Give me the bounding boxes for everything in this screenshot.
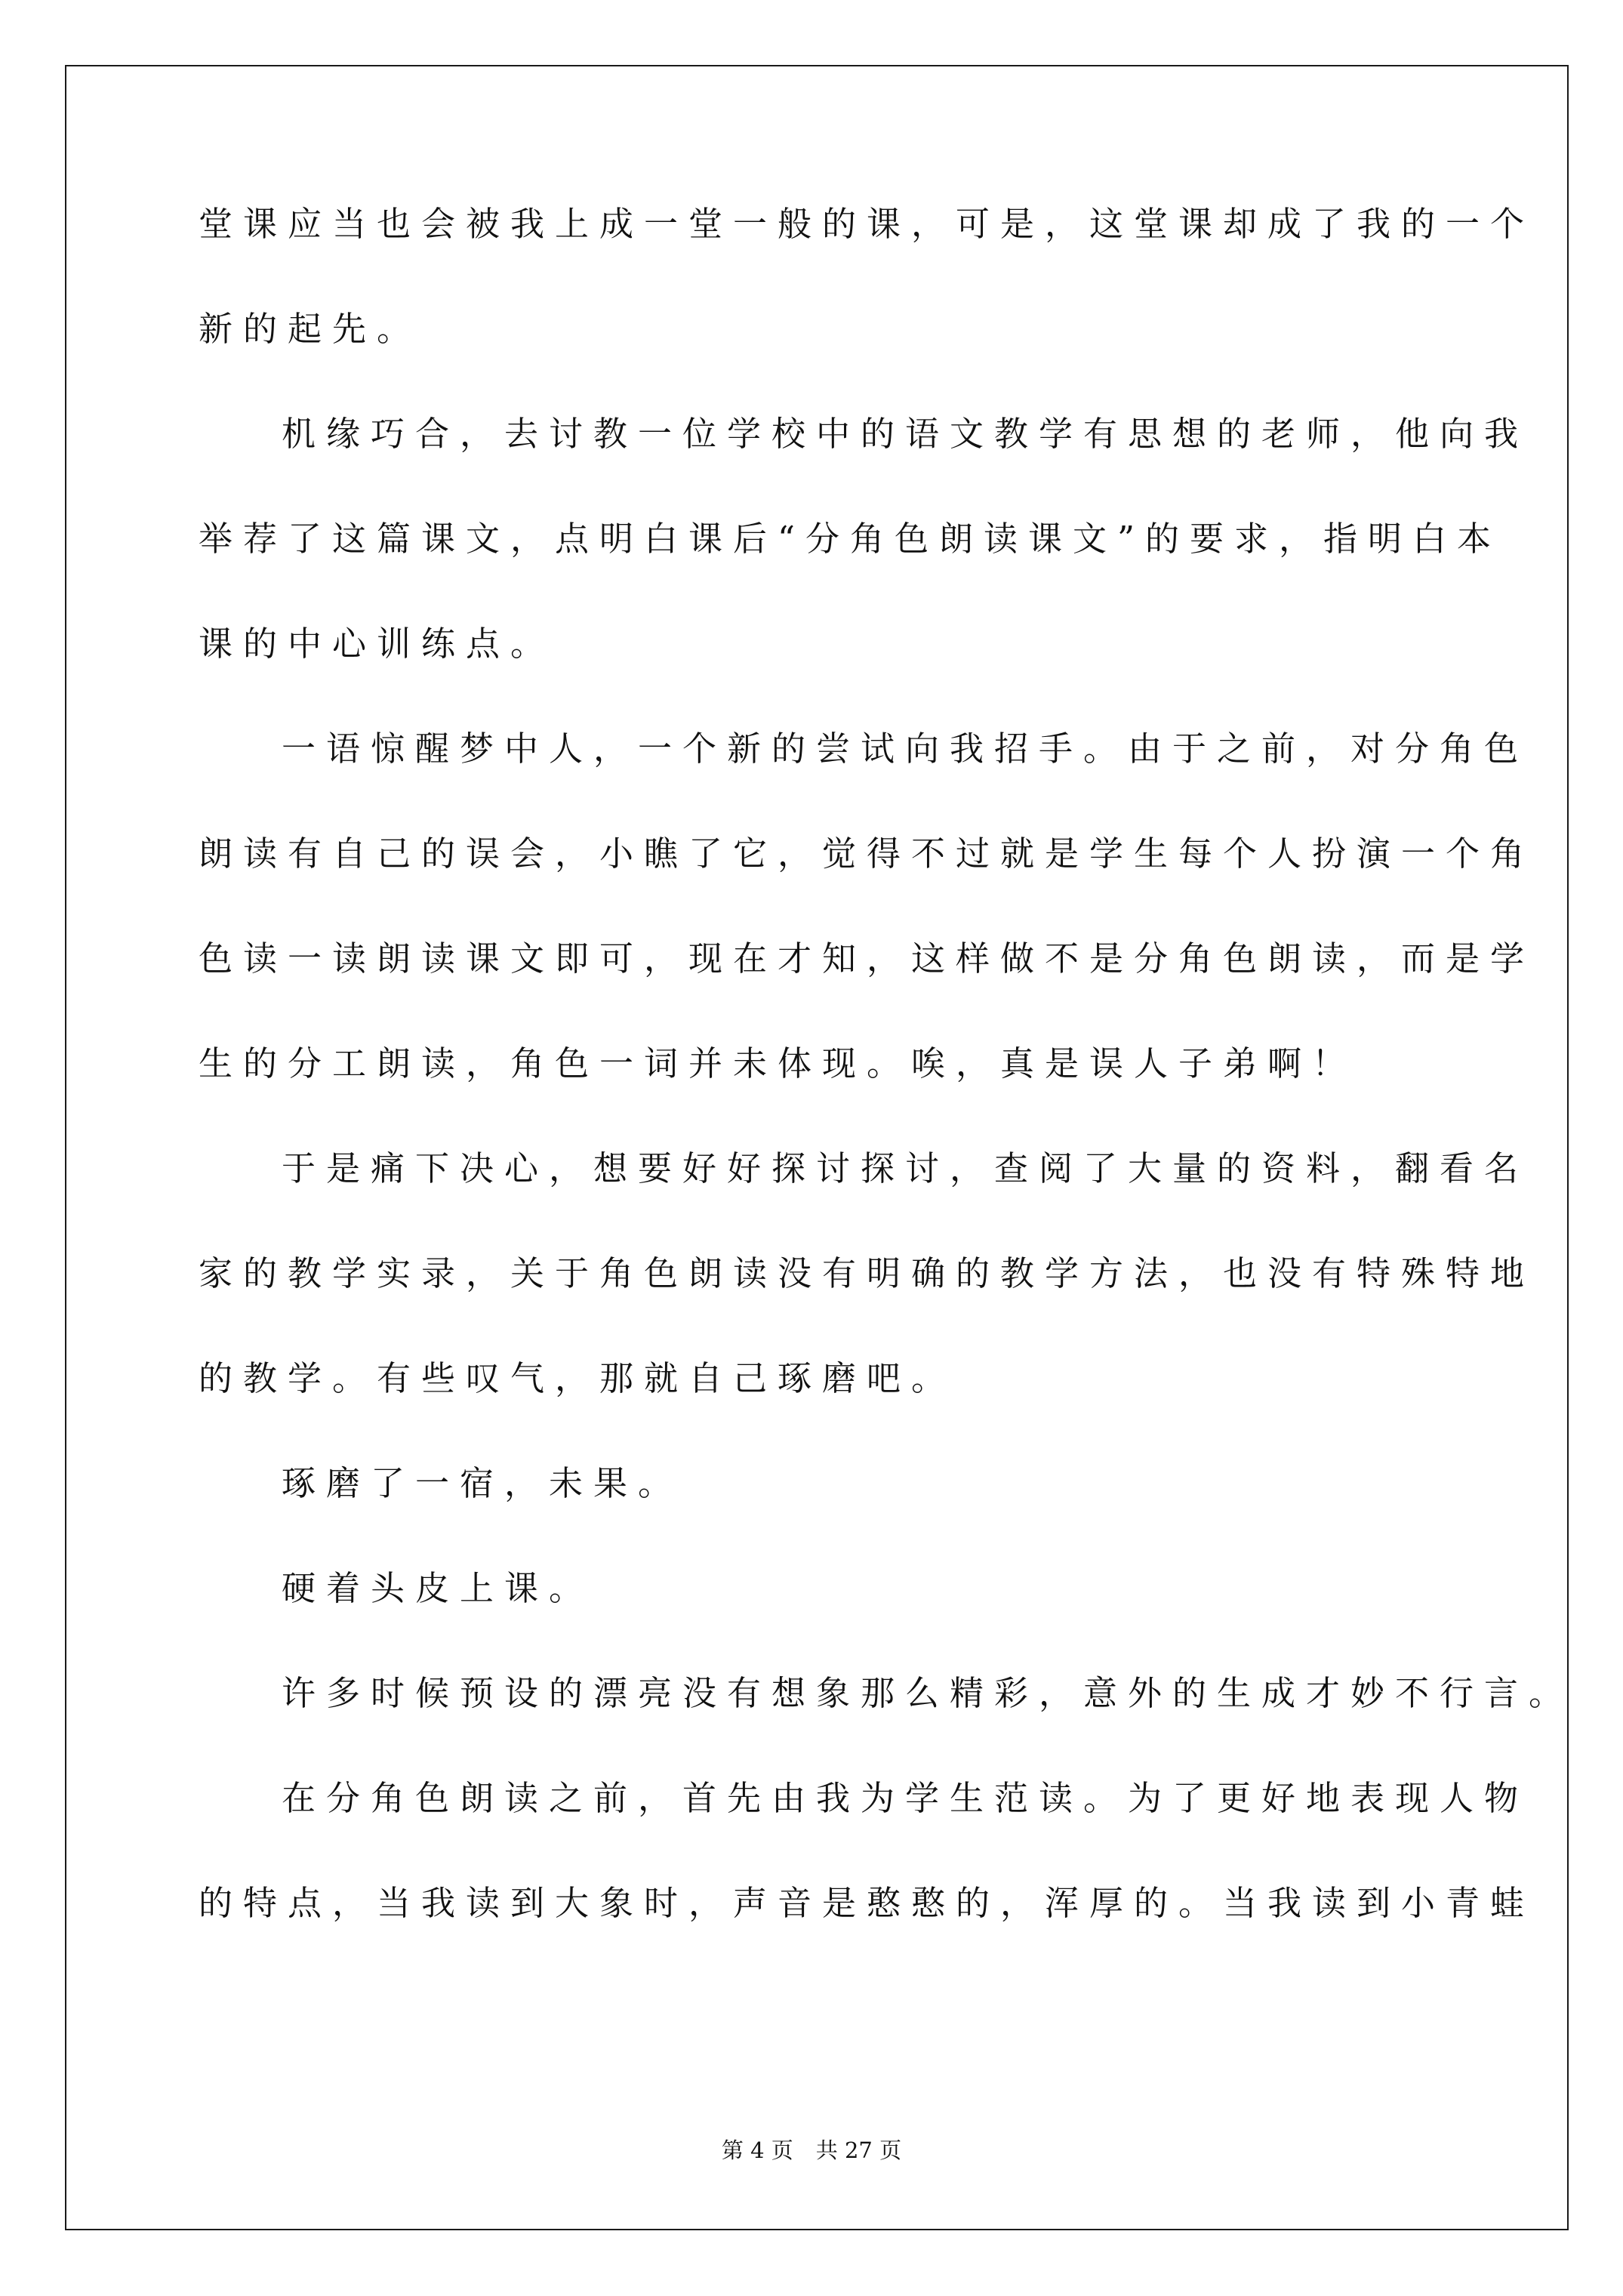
- text-line: 举荐了这篇课文，点明白课后“分角色朗读课文”的要求，指明白本: [199, 519, 1502, 559]
- text-line: 在分角色朗读之前，首先由我为学生范读。为了更好地表现人物: [282, 1778, 1529, 1818]
- text-line: 朗读有自己的误会，小瞧了它，觉得不过就是学生每个人扮演一个角: [199, 834, 1535, 874]
- text-line: 的特点，当我读到大象时，声音是憨憨的，浑厚的。当我读到小青蛙: [199, 1883, 1535, 1923]
- page-number: 第 4 页: [721, 2137, 793, 2163]
- text-line: 家的教学实录，关于角色朗读没有明确的教学方法，也没有特殊特地: [199, 1253, 1535, 1293]
- text-line: 的教学。有些叹气，那就自己琢磨吧。: [199, 1358, 956, 1398]
- document-body: [199, 202, 1574, 1986]
- text-line: 生的分工朗读，角色一词并未体现。唉，真是误人子弟啊！: [199, 1043, 1357, 1083]
- text-line: 琢磨了一宿，未果。: [282, 1463, 683, 1503]
- text-line: 课的中心训练点。: [199, 624, 556, 664]
- text-line: 机缘巧合，去讨教一位学校中的语文教学有思想的老师，他向我: [282, 414, 1529, 454]
- text-line: 新的起先。: [199, 309, 422, 349]
- text-line: 许多时候预设的漂亮没有想象那么精彩，意外的生成才妙不行言。: [282, 1673, 1574, 1713]
- page-total: 共 27 页: [815, 2137, 902, 2163]
- page-footer: [0, 2134, 1623, 2165]
- text-line: 一语惊醒梦中人，一个新的尝试向我招手。由于之前，对分角色: [282, 729, 1529, 769]
- text-line: 于是痛下决心，想要好好探讨探讨，查阅了大量的资料，翻看名: [282, 1148, 1529, 1188]
- text-line: 堂课应当也会被我上成一堂一般的课，可是，这堂课却成了我的一个: [199, 204, 1535, 244]
- text-line: 色读一读朗读课文即可，现在才知，这样做不是分角色朗读，而是学: [199, 938, 1535, 978]
- text-line: 硬着头皮上课。: [282, 1568, 594, 1608]
